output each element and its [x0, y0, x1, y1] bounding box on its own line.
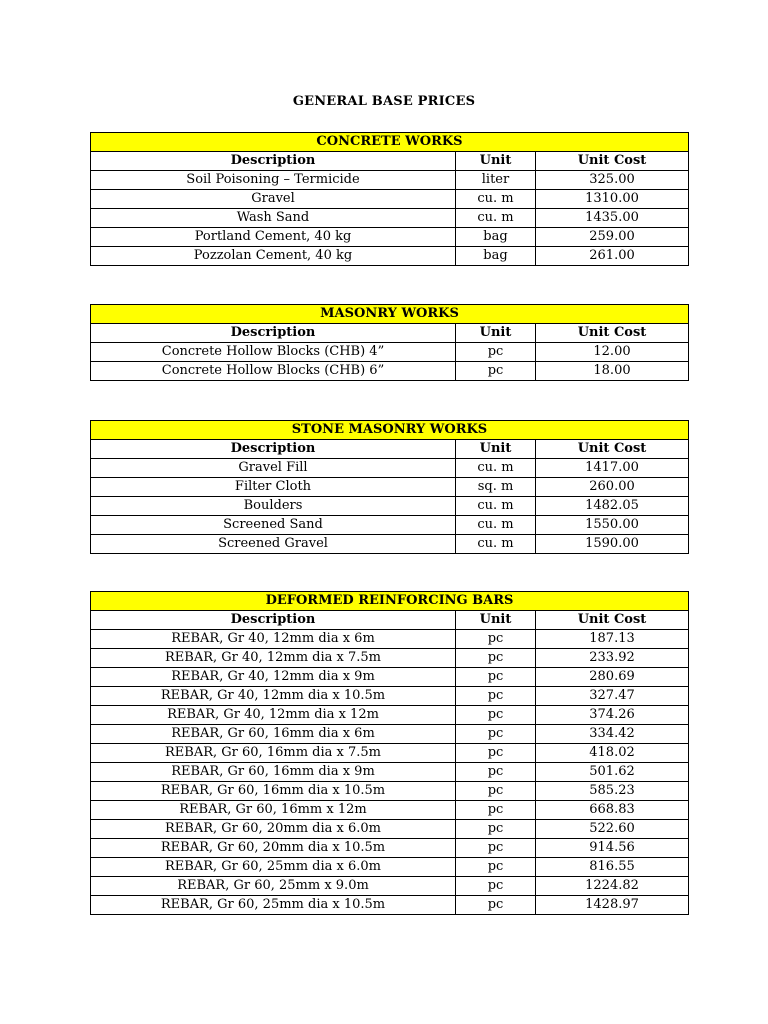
- description-cell: REBAR, Gr 60, 16mm dia x 7.5m: [91, 744, 456, 763]
- table-row: [91, 839, 689, 858]
- unit-cost-cell: 374.26: [536, 706, 689, 725]
- unit-cell: cu. m: [456, 459, 536, 478]
- description-cell: Filter Cloth: [91, 478, 456, 497]
- description-cell: REBAR, Gr 40, 12mm dia x 7.5m: [91, 649, 456, 668]
- table-row: [91, 782, 689, 801]
- unit-cell: pc: [456, 668, 536, 687]
- masonry-works-table: [90, 304, 689, 381]
- description-cell: Concrete Hollow Blocks (CHB) 6”: [91, 362, 456, 381]
- deformed-reinforcing-bars-table: [90, 591, 689, 915]
- unit-cell: pc: [456, 896, 536, 915]
- unit-cell: bag: [456, 228, 536, 247]
- stone-masonry-works-table: [90, 420, 689, 554]
- unit-cost-cell: 187.13: [536, 630, 689, 649]
- table-row: [91, 516, 689, 535]
- unit-cell: pc: [456, 820, 536, 839]
- section-title: STONE MASONRY WORKS: [91, 421, 689, 440]
- description-cell: Screened Gravel: [91, 535, 456, 554]
- section-title: MASONRY WORKS: [91, 305, 689, 324]
- description-cell: REBAR, Gr 40, 12mm dia x 12m: [91, 706, 456, 725]
- table-row: [91, 649, 689, 668]
- column-header-row: [91, 324, 689, 343]
- unit-cell: cu. m: [456, 516, 536, 535]
- unit-cost-cell: 334.42: [536, 725, 689, 744]
- description-cell: REBAR, Gr 40, 12mm dia x 9m: [91, 668, 456, 687]
- table-row: [91, 228, 689, 247]
- column-header-description: Description: [91, 152, 456, 171]
- description-cell: REBAR, Gr 60, 16mm dia x 9m: [91, 763, 456, 782]
- table-row: [91, 171, 689, 190]
- unit-cost-cell: 1428.97: [536, 896, 689, 915]
- section-title: DEFORMED REINFORCING BARS: [91, 592, 689, 611]
- unit-cell: cu. m: [456, 190, 536, 209]
- description-cell: Gravel: [91, 190, 456, 209]
- table-row: [91, 459, 689, 478]
- table-row: [91, 190, 689, 209]
- table-row: [91, 877, 689, 896]
- unit-cost-cell: 501.62: [536, 763, 689, 782]
- table-row: [91, 668, 689, 687]
- table-row: [91, 820, 689, 839]
- description-cell: Soil Poisoning – Termicide: [91, 171, 456, 190]
- description-cell: Portland Cement, 40 kg: [91, 228, 456, 247]
- concrete-works-table: [90, 132, 689, 266]
- table-row: [91, 801, 689, 820]
- table-row: [91, 247, 689, 266]
- description-cell: REBAR, Gr 60, 20mm dia x 6.0m: [91, 820, 456, 839]
- table-row: [91, 362, 689, 381]
- unit-cell: cu. m: [456, 209, 536, 228]
- unit-cell: liter: [456, 171, 536, 190]
- description-cell: REBAR, Gr 40, 12mm dia x 10.5m: [91, 687, 456, 706]
- description-cell: REBAR, Gr 60, 16mm dia x 10.5m: [91, 782, 456, 801]
- unit-cost-cell: 233.92: [536, 649, 689, 668]
- column-header-unit-cost: Unit Cost: [536, 611, 689, 630]
- unit-cost-cell: 261.00: [536, 247, 689, 266]
- column-header-row: [91, 152, 689, 171]
- table-row: [91, 896, 689, 915]
- description-cell: Wash Sand: [91, 209, 456, 228]
- column-header-unit-cost: Unit Cost: [536, 152, 689, 171]
- table-row: [91, 497, 689, 516]
- unit-cell: pc: [456, 858, 536, 877]
- unit-cell: sq. m: [456, 478, 536, 497]
- unit-cost-cell: 1417.00: [536, 459, 689, 478]
- unit-cell: cu. m: [456, 497, 536, 516]
- section-title: CONCRETE WORKS: [91, 133, 689, 152]
- unit-cost-cell: 12.00: [536, 343, 689, 362]
- column-header-row: [91, 440, 689, 459]
- column-header-unit-cost: Unit Cost: [536, 324, 689, 343]
- description-cell: Gravel Fill: [91, 459, 456, 478]
- unit-cost-cell: 418.02: [536, 744, 689, 763]
- table-row: [91, 343, 689, 362]
- description-cell: Pozzolan Cement, 40 kg: [91, 247, 456, 266]
- unit-cell: pc: [456, 744, 536, 763]
- unit-cell: pc: [456, 343, 536, 362]
- table-row: [91, 478, 689, 497]
- column-header-row: [91, 611, 689, 630]
- description-cell: REBAR, Gr 60, 16mm dia x 6m: [91, 725, 456, 744]
- unit-cell: pc: [456, 801, 536, 820]
- column-header-description: Description: [91, 611, 456, 630]
- table-row: [91, 630, 689, 649]
- description-cell: Screened Sand: [91, 516, 456, 535]
- table-row: [91, 744, 689, 763]
- description-cell: Concrete Hollow Blocks (CHB) 4”: [91, 343, 456, 362]
- column-header-unit: Unit: [456, 611, 536, 630]
- unit-cost-cell: 914.56: [536, 839, 689, 858]
- unit-cell: pc: [456, 725, 536, 744]
- table-row: [91, 725, 689, 744]
- unit-cost-cell: 1482.05: [536, 497, 689, 516]
- unit-cost-cell: 1435.00: [536, 209, 689, 228]
- table-row: [91, 706, 689, 725]
- unit-cost-cell: 18.00: [536, 362, 689, 381]
- unit-cell: cu. m: [456, 535, 536, 554]
- table-row: [91, 858, 689, 877]
- unit-cell: pc: [456, 839, 536, 858]
- unit-cell: bag: [456, 247, 536, 266]
- unit-cost-cell: 816.55: [536, 858, 689, 877]
- unit-cell: pc: [456, 706, 536, 725]
- description-cell: REBAR, Gr 60, 20mm dia x 10.5m: [91, 839, 456, 858]
- unit-cost-cell: 522.60: [536, 820, 689, 839]
- unit-cost-cell: 1310.00: [536, 190, 689, 209]
- unit-cost-cell: 1224.82: [536, 877, 689, 896]
- description-cell: REBAR, Gr 40, 12mm dia x 6m: [91, 630, 456, 649]
- table-row: [91, 209, 689, 228]
- unit-cost-cell: 259.00: [536, 228, 689, 247]
- column-header-unit: Unit: [456, 152, 536, 171]
- unit-cost-cell: 585.23: [536, 782, 689, 801]
- unit-cost-cell: 668.83: [536, 801, 689, 820]
- description-cell: REBAR, Gr 60, 25mm x 9.0m: [91, 877, 456, 896]
- column-header-unit: Unit: [456, 440, 536, 459]
- unit-cell: pc: [456, 782, 536, 801]
- table-row: [91, 763, 689, 782]
- unit-cost-cell: 280.69: [536, 668, 689, 687]
- table-row: [91, 535, 689, 554]
- unit-cost-cell: 260.00: [536, 478, 689, 497]
- description-cell: Boulders: [91, 497, 456, 516]
- unit-cell: pc: [456, 362, 536, 381]
- table-row: [91, 687, 689, 706]
- unit-cell: pc: [456, 630, 536, 649]
- description-cell: REBAR, Gr 60, 16mm x 12m: [91, 801, 456, 820]
- unit-cost-cell: 1550.00: [536, 516, 689, 535]
- unit-cell: pc: [456, 687, 536, 706]
- column-header-description: Description: [91, 440, 456, 459]
- unit-cost-cell: 1590.00: [536, 535, 689, 554]
- unit-cell: pc: [456, 763, 536, 782]
- page-title: GENERAL BASE PRICES: [292, 94, 476, 109]
- unit-cell: pc: [456, 877, 536, 896]
- description-cell: REBAR, Gr 60, 25mm dia x 6.0m: [91, 858, 456, 877]
- unit-cell: pc: [456, 649, 536, 668]
- column-header-description: Description: [91, 324, 456, 343]
- unit-cost-cell: 325.00: [536, 171, 689, 190]
- column-header-unit-cost: Unit Cost: [536, 440, 689, 459]
- description-cell: REBAR, Gr 60, 25mm dia x 10.5m: [91, 896, 456, 915]
- unit-cost-cell: 327.47: [536, 687, 689, 706]
- column-header-unit: Unit: [456, 324, 536, 343]
